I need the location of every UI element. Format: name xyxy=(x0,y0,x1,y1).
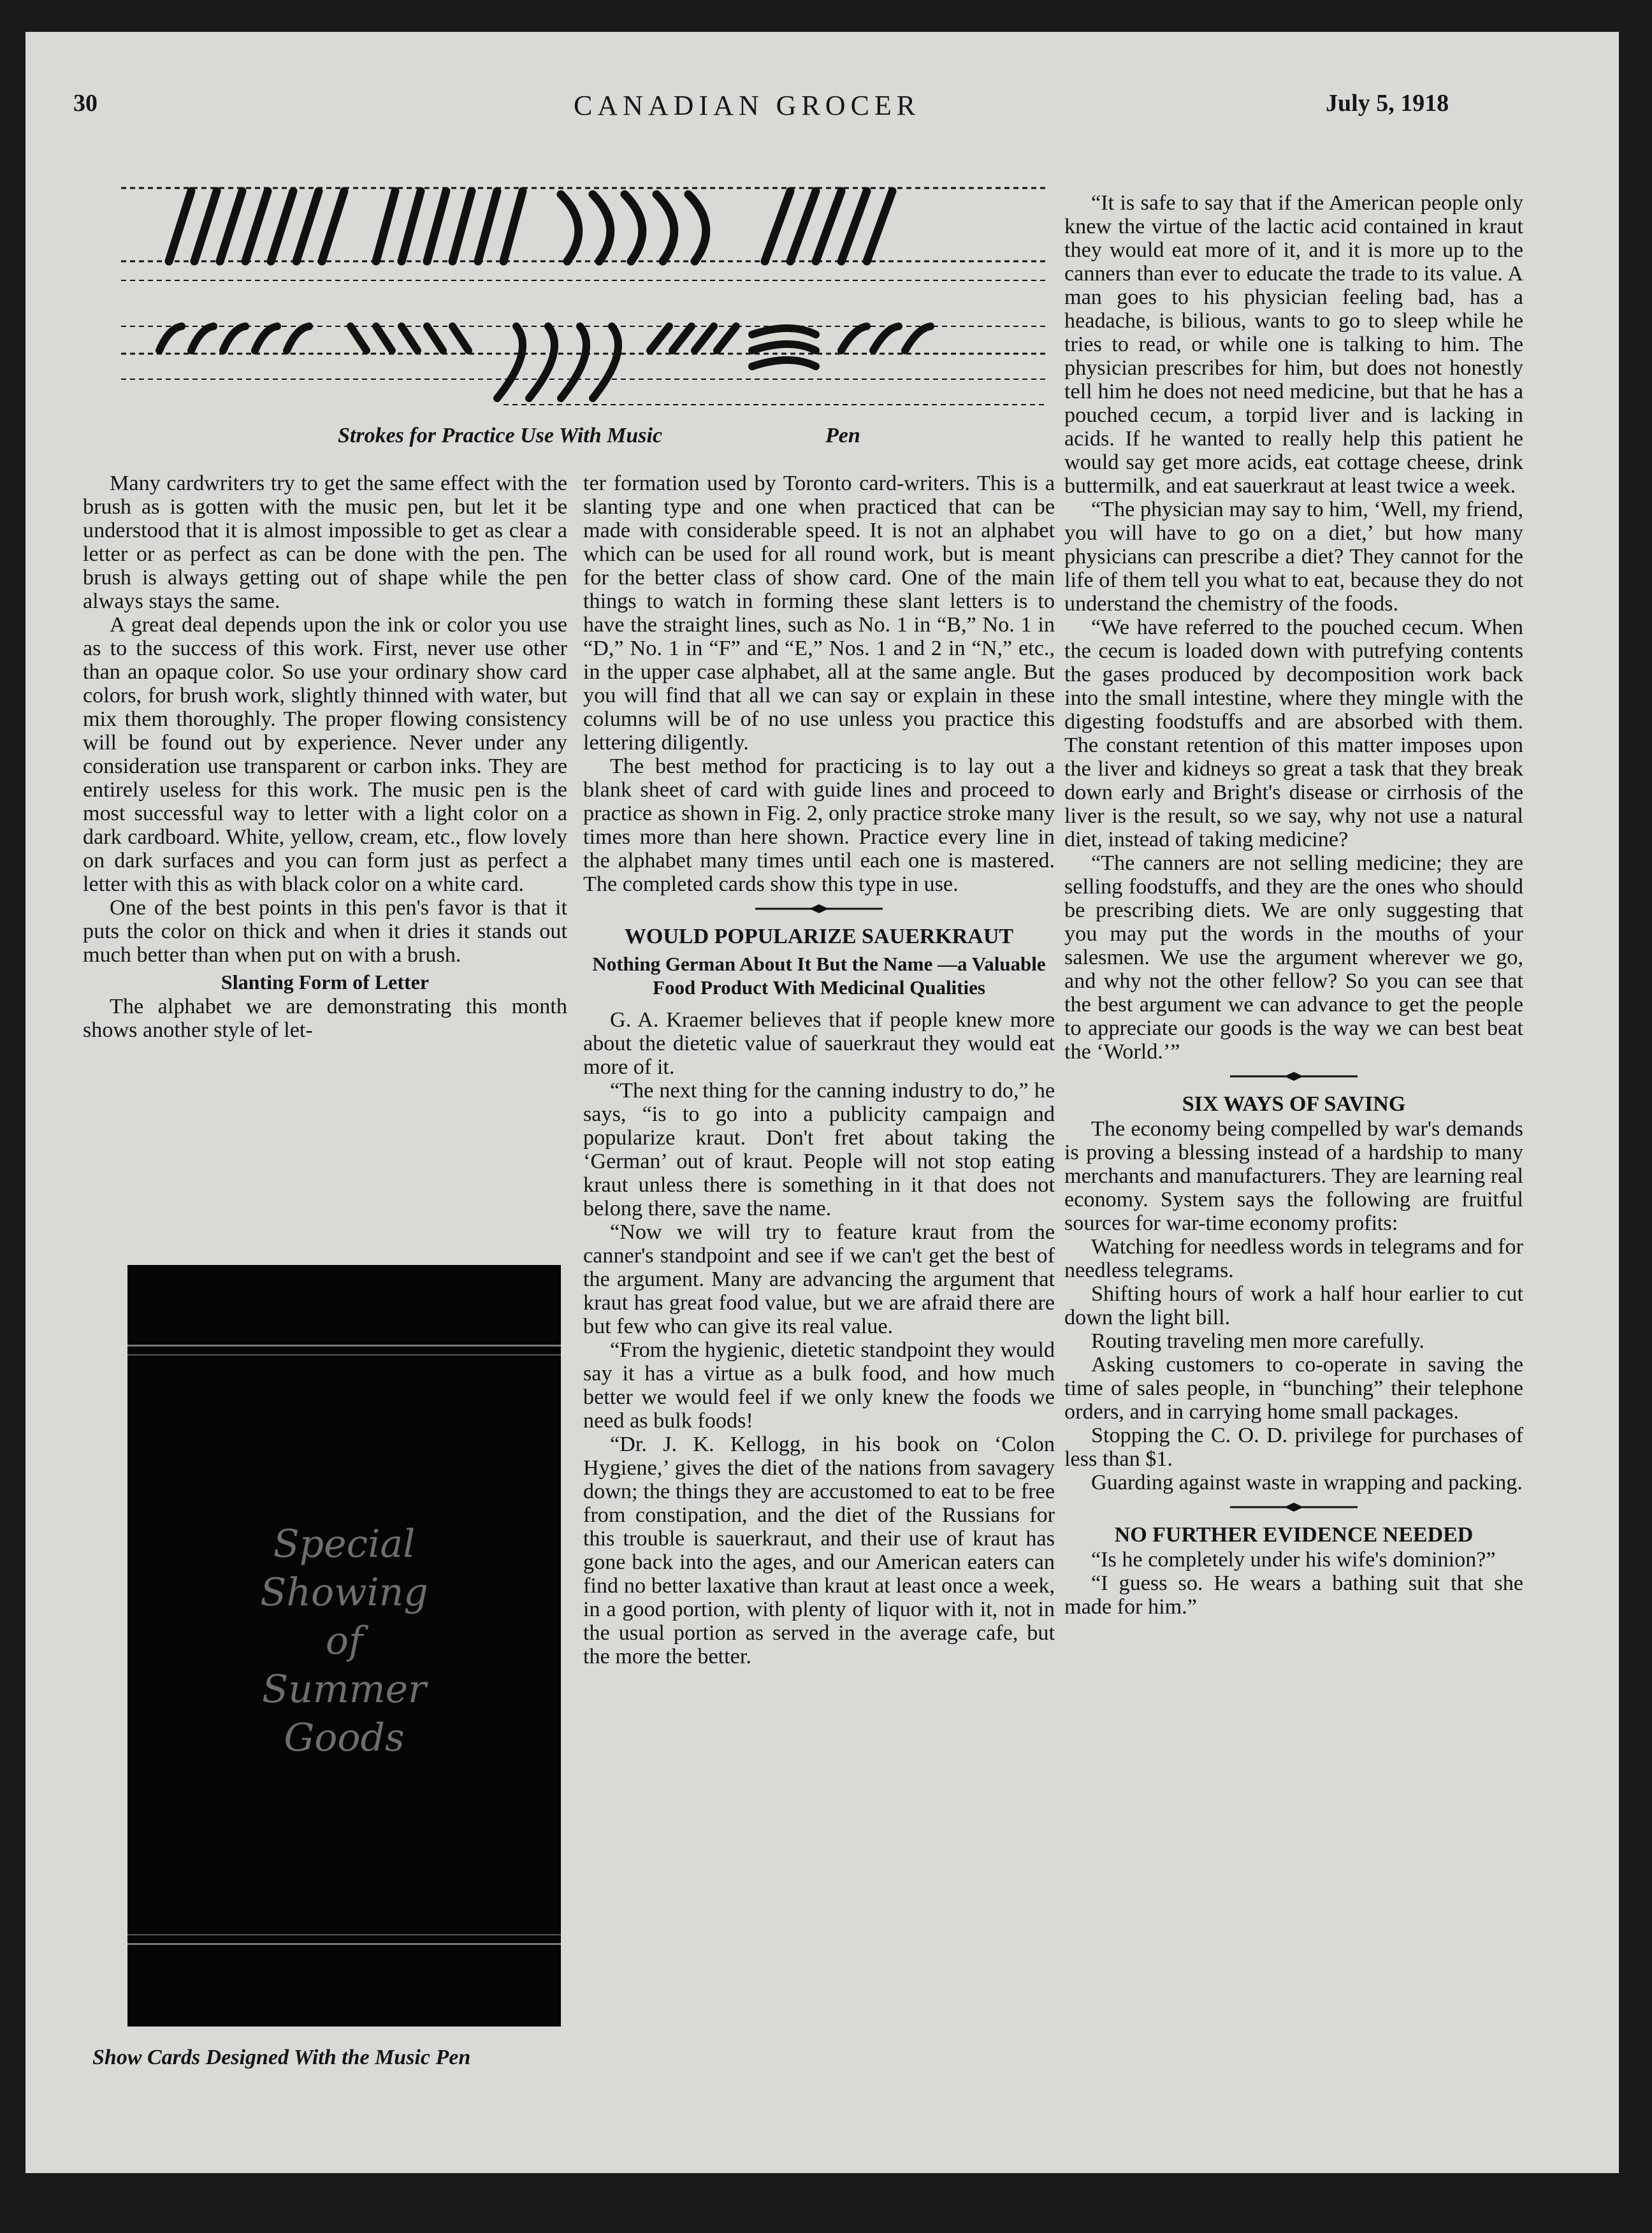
paragraph: ter formation used by Toronto card-writers. This is a slanting type and one when practiced that can be made with considerable speed. It is not an alphabet which can be used for all round work, but is meant for the better class of show card. One of the main things to watch in forming these slant letters is to have the straight lines, such as No. 1 in “B,” No. 1 in “D,” No. 1 in “F” and “E,” Nos. 1 and 2 in “N,” etc., in the upper case alphabet, all at the same angle. But you will find that all we can say or explain in these columns will be of no use unless you practice this lettering diligently. xyxy=(583,472,1055,755)
paragraph: The alphabet we are demonstrating this month shows another style of let- xyxy=(83,995,567,1042)
strokes-caption: Strokes for Practice Use With Music xyxy=(338,424,663,447)
publication-title: CANADIAN GROCER xyxy=(574,90,921,121)
evidence-headline: NO FURTHER EVIDENCE NEEDED xyxy=(1114,1523,1474,1547)
paragraph: The economy being compelled by war's demands is proving a blessing instead of a hardship to many merchants and manufacturers. They are learning real economy. System says the following are fruitful sources for war-time economy profits: xyxy=(1064,1117,1523,1235)
show-card-script xyxy=(127,1520,561,1762)
paragraph: “The next thing for the canning industry to do,” he says, “is to go into a publicity campaign and popularize kraut. Don't fret about taking the ‘German’ out of kraut. People will not stop eating kraut unless there is something in it that does not belong there, save the name. xyxy=(583,1079,1055,1220)
paragraph: One of the best points in this pen's favor is that it puts the color on thick and when it dries it stands out much better than when put on with a brush. xyxy=(83,896,567,967)
column-2 xyxy=(583,472,1055,1668)
show-card-photo xyxy=(127,1265,561,2027)
paragraph: The best method for practicing is to lay out a blank sheet of card with guide lines and proceed to practice as shown in Fig. 2, only practice stroke many times more than here shown. Practice every line in the alphabet many times until each one is mastered. The completed cards show this type in use. xyxy=(583,755,1055,896)
paragraph: G. A. Kraemer believes that if people knew more about the dietetic value of sauerkraut they would eat more of it. xyxy=(583,1008,1055,1079)
paragraph: “Now we will try to feature kraut from the canner's standpoint and see if we can't get the best of the argument. Many are advancing the argument that kraut has great food value, but we are afraid there are but few who can give its real value. xyxy=(583,1220,1055,1338)
list-item: Watching for needless words in telegrams and for needless telegrams. xyxy=(1064,1235,1523,1282)
list-item: Stopping the C. O. D. privilege for purchases of less than $1. xyxy=(1064,1424,1523,1471)
paragraph: “The canners are not selling medicine; they are selling foodstuffs, and they are the ones who should be prescribing diets. We are only suggesting that you may put the words in the mouths of your salesmen. We use the argument wherever we go, and why not the other fellow? So you can see that the best argument we can advance to get the people to appreciate our goods is the way we can best beat the ‘World.’” xyxy=(1064,851,1523,1064)
paragraph: “It is safe to say that if the American people only knew the virtue of the lactic acid contained in kraut they would eat more of it, and it is more up to the canners than ever to educate the trade to its value. A man goes to his physician feeling bad, has a headache, is bilious, wants to go to sleep while he tries to read, or while one is talking to him. The physician prescribes for him, but does not honestly tell him he does not need medicine, but that he has a pouched cecum, a torpid liver and is lacking in acids. If he wanted to really help this patient he would say get more acids, eat cottage cheese, drink buttermilk, and eat sauerkraut at least twice a week. xyxy=(1064,191,1523,498)
paragraph: “The physician may say to him, ‘Well, my friend, you will have to go on a diet,’ but how many physicians can prescribe a diet? They cannot for the life of them tell you what to eat, because they do not understand the chemistry of the foods. xyxy=(1064,498,1523,616)
section-divider-icon xyxy=(1230,1501,1358,1514)
script-line: Goods xyxy=(284,1716,405,1760)
column-3 xyxy=(1064,191,1523,1619)
list-item: Routing traveling men more carefully. xyxy=(1091,1329,1424,1353)
issue-date: July 5, 1918 xyxy=(1326,90,1449,117)
script-line: Special xyxy=(273,1522,416,1566)
page-number: 30 xyxy=(73,90,98,117)
paragraph: “Dr. J. K. Kellogg, in his book on ‘Colon Hygiene,’ gives the diet of the nations from savagery down; the things they are accustomed to eat to be free from constipation, and the diet of the Russians for this trouble is sauerkraut, and their use of kraut has gone back into the ages, and our American eaters can find no better laxative than kraut at least once a week, in a good portion, with plenty of liquor with it, not in the usual portion as served in the average cafe, but the more the better. xyxy=(583,1433,1055,1668)
list-item: Asking customers to co-operate in saving the time of sales people, in “bunching” their telephone orders, and in carrying home small packages. xyxy=(1064,1353,1523,1424)
section-divider-icon xyxy=(755,902,883,915)
article-deck: Nothing German About It But the Name —a Valuable Food Product With Medicinal Qualities xyxy=(592,953,1046,999)
show-card-caption: Show Cards Designed With the Music Pen xyxy=(92,2046,471,2069)
paragraph: “We have referred to the pouched cecum. When the cecum is loaded down with putrefying contents the gases produced by decomposition work back into the small intestine, where they mingle with the digesting foodstuffs and are absorbed with them. The constant retention of this matter imposes upon the liver and kidneys so great a task that they break down early and Bright's disease or cirrhosis of the liver is the result, so we say, why not use a natural diet, instead of taking medicine? xyxy=(1064,616,1523,851)
script-line: Showing xyxy=(260,1570,428,1615)
paragraph: “From the hygienic, dietetic standpoint they would say it has a virtue as a bulk food, and how much better we would feel if we only knew the foods we need as bulk foods! xyxy=(583,1338,1055,1433)
saving-headline: SIX WAYS OF SAVING xyxy=(1182,1092,1406,1116)
script-line: Summer xyxy=(262,1667,426,1712)
paragraph: “I guess so. He wears a bathing suit that she made for him.” xyxy=(1064,1572,1523,1619)
practice-strokes-figure xyxy=(121,159,1045,427)
paragraph: Many cardwriters try to get the same effect with the brush as is gotten with the music pen, but let it be understood that it is almost impossible to get as clear a letter or as perfect as can be done with the pen. The brush is always getting out of shape while the pen always stays the same. xyxy=(83,472,567,613)
section-divider-icon xyxy=(1230,1070,1358,1083)
script-line: of xyxy=(325,1619,363,1663)
column-1 xyxy=(83,472,567,1042)
list-item: Guarding against waste in wrapping and packing. xyxy=(1091,1471,1523,1494)
subheading: Slanting Form of Letter xyxy=(221,971,430,994)
paragraph: A great deal depends upon the ink or color you use as to the success of this work. First, never use other than an opaque color. So use your ordinary show card colors, for brush work, slightly thinned with water, but mix them thoroughly. The proper flowing consistency will be found out by experience. Never under any consideration use transparent or carbon inks. They are entirely useless for this work. The music pen is the most successful way to letter with a light color on a dark cardboard. White, yellow, cream, etc., flow lovely on dark surfaces and you can form just as perfect a letter with this as with black color on a white card. xyxy=(83,613,567,896)
article-headline: WOULD POPULARIZE SAUERKRAUT xyxy=(624,925,1014,948)
list-item: Shifting hours of work a half hour earlier to cut down the light bill. xyxy=(1064,1282,1523,1329)
strokes-caption-suffix: Pen xyxy=(825,424,860,447)
paragraph: “Is he completely under his wife's dominion?” xyxy=(1091,1548,1496,1572)
